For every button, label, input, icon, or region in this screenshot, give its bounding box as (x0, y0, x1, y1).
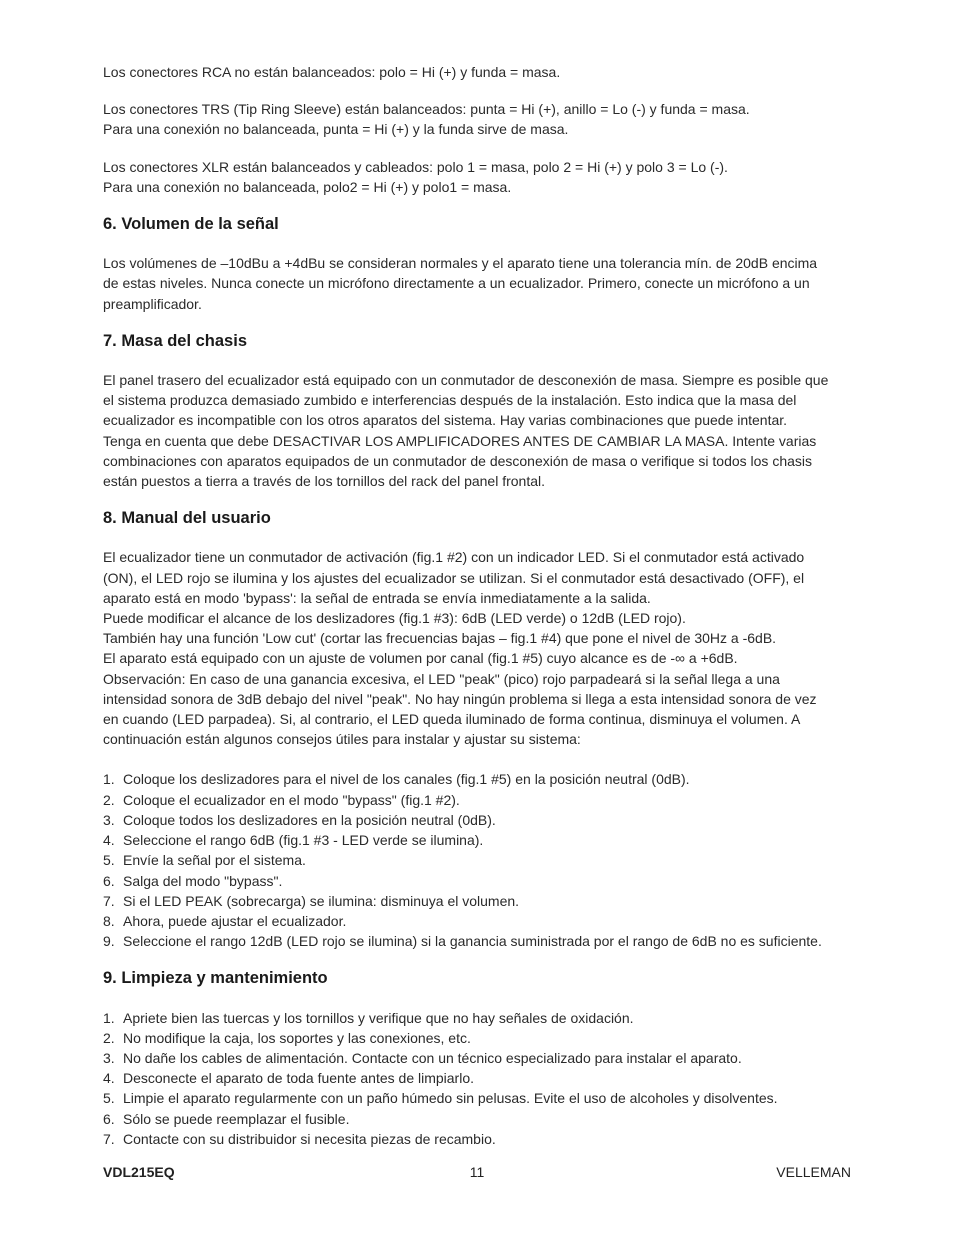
list-number: 7. (103, 892, 115, 909)
list-number: 7. (103, 1130, 115, 1147)
list-text: Limpie el aparato regularmente con un paño húmedo sin pelusas. Evite el uso de alcoholes y disolventes. (123, 1090, 778, 1107)
list-item (103, 931, 855, 951)
section-body-volumen (103, 253, 855, 314)
text-line: (ON), el LED rojo se ilumina y los ajustes del ecualizador se utilizan. Si el conmutador está desactivado (OFF), el (103, 569, 805, 586)
intro-rca (103, 62, 855, 82)
list-text: Desconecte el aparato de toda fuente antes de limpiarlo. (123, 1070, 475, 1087)
list-number: 2. (103, 1029, 115, 1046)
list-item (103, 790, 855, 810)
text-line: de estas niveles. Nunca conecte un micrófono directamente a un ecualizador. Primero, conecte un micrófono a un (103, 275, 810, 292)
list-text: Seleccione el rango 6dB (fig.1 #3 - LED verde se ilumina). (123, 832, 484, 849)
list-item (103, 1028, 855, 1048)
text-line: aparato está en modo 'bypass': la señal de entrada se envía inmediatamente a la salida. (103, 589, 651, 606)
text-line: El ecualizador tiene un conmutador de activación (fig.1 #2) con un indicador LED. Si el conmutador está activado (103, 549, 805, 566)
list-number: 8. (103, 912, 115, 929)
text-line: ecualizador es incompatible con los otros aparatos del sistema. Hay varias combinaciones que puede intentar. (103, 412, 788, 429)
list-number: 4. (103, 832, 115, 849)
list-text: Contacte con su distribuidor si necesita piezas de recambio. (123, 1130, 496, 1147)
list-item (103, 830, 855, 850)
text-line: en cuando (LED parpadea). Si, al contrario, el LED queda iluminado de forma continua, disminuya el volumen. A (103, 711, 801, 728)
text-line: el sistema produzca demasiado zumbido e interferencias después de la instalación. Esto indica que la masa del (103, 392, 797, 409)
text-line: Observación: En caso de una ganancia excesiva, el LED "peak" (pico) rojo parpadeará si la señal llega a una (103, 670, 780, 687)
list-text: Sólo se puede reemplazar el fusible. (123, 1110, 350, 1127)
section-heading-limpieza: 9. Limpieza y mantenimiento (103, 969, 328, 988)
list-number: 6. (103, 872, 115, 889)
list-number: 5. (103, 1090, 115, 1107)
list-text: No modifique la caja, los soportes y las conexiones, etc. (123, 1029, 471, 1046)
intro-xlr (103, 157, 855, 197)
list-text: Ahora, puede ajustar el ecualizador. (123, 912, 347, 929)
document-body (103, 62, 855, 1149)
list-item (103, 810, 855, 830)
list-text: Coloque el ecualizador en el modo "bypass" (fig.1 #2). (123, 791, 460, 808)
text-line: El panel trasero del ecualizador está equipado con un conmutador de desconexión de masa. Siempre es posible que (103, 372, 829, 389)
text-line: Los conectores TRS (Tip Ring Sleeve) están balanceados: punta = Hi (+), anillo = Lo (-) y funda = masa. (103, 101, 750, 118)
text-line: Los conectores RCA no están balanceados: polo = Hi (+) y funda = masa. (103, 64, 561, 80)
list-item (103, 1129, 855, 1149)
text-line: Los conectores XLR están balanceados y cableados: polo 1 = masa, polo 2 = Hi (+) y polo 3 = Lo (-). (103, 158, 728, 175)
text-line: El aparato está equipado con un ajuste de volumen por canal (fig.1 #5) cuyo alcance es de -∞ a +6dB. (103, 650, 738, 667)
text-line: Para una conexión no balanceada, punta = Hi (+) y la funda sirve de masa. (103, 121, 569, 138)
setup-steps-list (103, 769, 855, 951)
section-heading-manual: 8. Manual del usuario (103, 509, 271, 528)
text-line: están puestos a tierra a través de los tornillos del rack del panel frontal. (103, 473, 546, 490)
list-number: 1. (103, 771, 115, 788)
list-text: Salga del modo "bypass". (123, 872, 283, 889)
list-number: 1. (103, 1009, 115, 1026)
list-text: Coloque todos los deslizadores en la posición neutral (0dB). (123, 811, 496, 828)
list-item (103, 1068, 855, 1088)
list-number: 6. (103, 1110, 115, 1127)
list-text: Si el LED PEAK (sobrecarga) se ilumina: disminuya el volumen. (123, 892, 520, 909)
list-text: No dañe los cables de alimentación. Contacte con un técnico especializado para instalar el aparato. (123, 1049, 742, 1066)
text-line: Puede modificar el alcance de los deslizadores (fig.1 #3): 6dB (LED verde) o 12dB (LED rojo). (103, 610, 686, 627)
list-text: Envíe la señal por el sistema. (123, 852, 306, 869)
page-footer (103, 1164, 851, 1184)
section-heading-masa: 7. Masa del chasis (103, 331, 247, 350)
list-number: 9. (103, 933, 115, 950)
footer-page-number: 11 (469, 1164, 485, 1180)
list-item (103, 871, 855, 891)
text-line: preamplificador. (103, 295, 202, 312)
section-body-masa (103, 370, 855, 491)
text-line: Los volúmenes de –10dBu a +4dBu se consideran normales y el aparato tiene una tolerancia mín. de 20dB encima (103, 255, 818, 272)
list-text: Seleccione el rango 12dB (LED rojo se ilumina) si la ganancia suministrada por el rango de 6dB no es suficiente. (123, 933, 822, 950)
list-item (103, 1008, 855, 1028)
text-line: Tenga en cuenta que debe DESACTIVAR LOS AMPLIFICADORES ANTES DE CAMBIAR LA MASA. Intente varias (103, 432, 817, 449)
list-number: 3. (103, 1049, 115, 1066)
text-line: intensidad sonora de 3dB debajo del nivel "peak". No hay ningún problema si llega a esta intensidad sonora de vez (103, 690, 817, 707)
intro-trs (103, 99, 855, 139)
list-text: Apriete bien las tuercas y los tornillos y verifique que no hay señales de oxidación. (123, 1009, 634, 1026)
list-item (103, 1109, 855, 1129)
list-item (103, 891, 855, 911)
list-item (103, 769, 855, 789)
section-heading-volumen: 6. Volumen de la señal (103, 215, 279, 234)
text-line: Para una conexión no balanceada, polo2 = Hi (+) y polo1 = masa. (103, 178, 512, 195)
footer-model: VDL215EQ (103, 1164, 175, 1180)
text-line: También hay una función 'Low cut' (cortar las frecuencias bajas – fig.1 #4) que pone el nivel de 30Hz a -6dB. (103, 630, 777, 647)
maintenance-steps-list (103, 1008, 855, 1149)
list-item (103, 911, 855, 931)
text-line: combinaciones con aparatos equipados de un conmutador de desconexión de masa o verifique si todos los chasis (103, 452, 812, 469)
footer-brand: VELLEMAN (776, 1164, 851, 1180)
section-body-manual (103, 547, 855, 749)
list-item (103, 850, 855, 870)
list-number: 3. (103, 811, 115, 828)
text-line: continuación están algunos consejos útiles para instalar y ajustar su sistema: (103, 731, 581, 748)
list-number: 4. (103, 1070, 115, 1087)
list-text: Coloque los deslizadores para el nivel de los canales (fig.1 #5) en la posición neutral (0dB). (123, 771, 690, 788)
list-number: 5. (103, 852, 115, 869)
list-item (103, 1048, 855, 1068)
list-number: 2. (103, 791, 115, 808)
list-item (103, 1088, 855, 1108)
